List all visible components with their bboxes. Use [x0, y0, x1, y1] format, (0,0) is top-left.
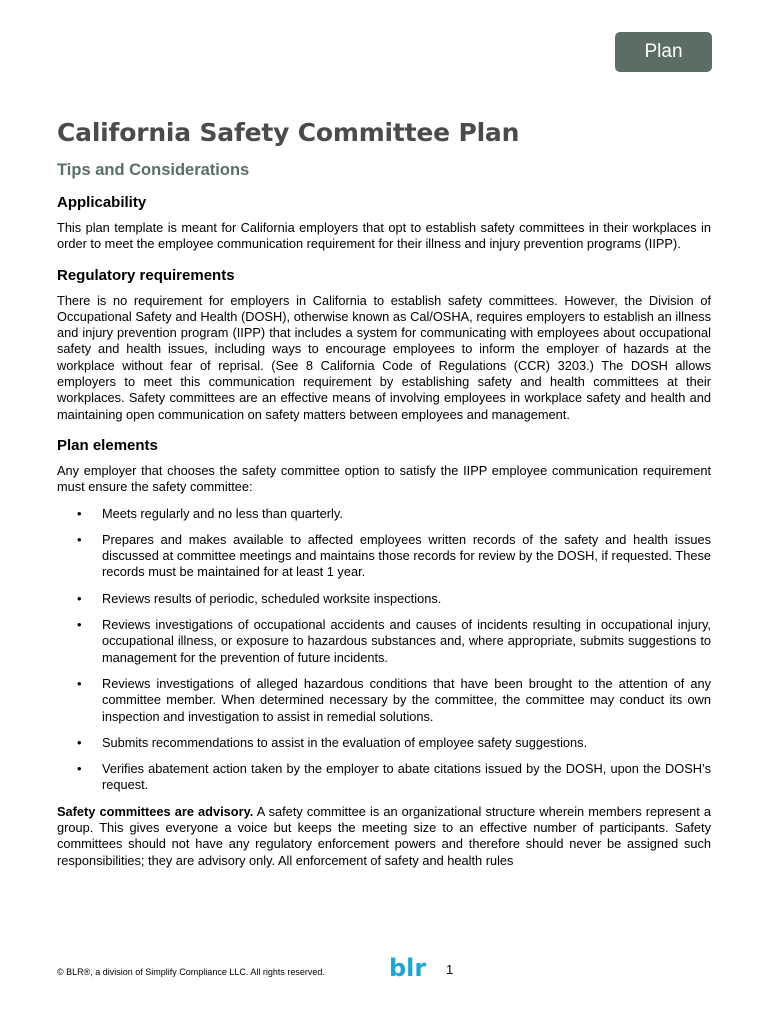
page-title: California Safety Committee Plan [57, 118, 520, 147]
list-item-text: Verifies abatement action taken by the employer to abate citations issued by the DOSH, upon the DOSH’s request. [102, 761, 711, 793]
applicability-text: This plan template is meant for California employers that opt to establish safety committees in their workplaces in order to meet the employee communication requirement for their illness and injury prevention programs (IIPP). [57, 220, 711, 252]
bullet-icon: • [77, 761, 82, 777]
list-item [57, 676, 711, 725]
list-item-text: Meets regularly and no less than quarterly. [102, 505, 343, 521]
bullet-icon: • [77, 734, 82, 750]
list-item-text: Reviews investigations of alleged hazardous conditions that have been brought to the attention of any committee member. When determined necessary by the committee, the committee may conduct its own inspection and investigation to assist in remedial solutions. [102, 675, 711, 724]
bullet-icon: • [77, 531, 82, 547]
page-number: 1 [446, 962, 454, 977]
list-item-text: Submits recommendations to assist in the evaluation of employee safety suggestions. [102, 734, 588, 750]
list-item [57, 761, 711, 794]
list-item-text: Prepares and makes available to affected employees written records of the safety and health issues discussed at committee meetings and maintains those records for review by the DOSH, if requested. These records must be maintained for at least 1 year. [102, 531, 711, 580]
plan-elements-heading: Plan elements [57, 436, 158, 454]
list-item [57, 617, 711, 666]
advisory-text: A safety committee is an organizational structure wherein members represent a group. This gives everyone a voice but keeps the meeting size to an effective number of participants. Safety committees should not have any regulatory enforcement powers and therefore should never be assigned such responsibilities; they are advisory only. All enforcement of safety and health rules [57, 803, 711, 868]
bullet-icon: • [77, 505, 82, 521]
document-body [57, 118, 711, 869]
plan-badge: Plan [615, 32, 712, 72]
list-item-text: Reviews results of periodic, scheduled worksite inspections. [102, 590, 442, 606]
applicability-heading: Applicability [57, 194, 147, 211]
list-item [57, 591, 711, 607]
bullet-icon: • [77, 675, 82, 691]
advisory-lead: Safety committees are advisory. [57, 803, 254, 819]
logo-text: blr [389, 955, 427, 981]
list-item-text: Reviews investigations of occupational accidents and causes of incidents resulting in occupational injury, occupational illness, or exposure to hazardous substances and, where appropriate, submits suggestions to management for the prevention of future incidents. [102, 617, 711, 665]
list-item [57, 506, 711, 522]
blr-logo-icon [389, 955, 429, 981]
bullet-icon: • [77, 617, 82, 633]
regulatory-text: There is no requirement for employers in California to establish safety committees. However, the Division of Occupational Safety and Health (DOSH), otherwise known as Cal/OSHA, requires employers to establish an illness and injury prevention program (IIPP) that includes a system for communicating with employees about occupational safety and health issues, including ways to encourage employees to inform the employer of hazards at the workplace without fear of reprisal. (See 8 California Code of Regulations (CCR) 3203.) The DOSH allows employers to meet this communication requirement by establishing safety and health committees at their workplaces. Safety committees are an effective means of involving employees in workplace safety and health and maintaining open communication on safety matters between employees and management. [57, 292, 711, 422]
plan-elements-intro: Any employer that chooses the safety committee option to satisfy the IIPP employee communication requirement must ensure the safety committee: [57, 462, 711, 495]
copyright-notice: © BLR®, a division of Simplify Compliance LLC. All rights reserved. [57, 967, 325, 977]
plan-elements-list [57, 506, 711, 794]
bullet-icon: • [77, 590, 82, 606]
advisory-paragraph [57, 804, 711, 869]
page-subtitle: Tips and Considerations [57, 161, 250, 179]
page-footer [57, 955, 711, 990]
list-item [57, 532, 711, 581]
list-item [57, 735, 711, 751]
regulatory-heading: Regulatory requirements [57, 266, 235, 284]
